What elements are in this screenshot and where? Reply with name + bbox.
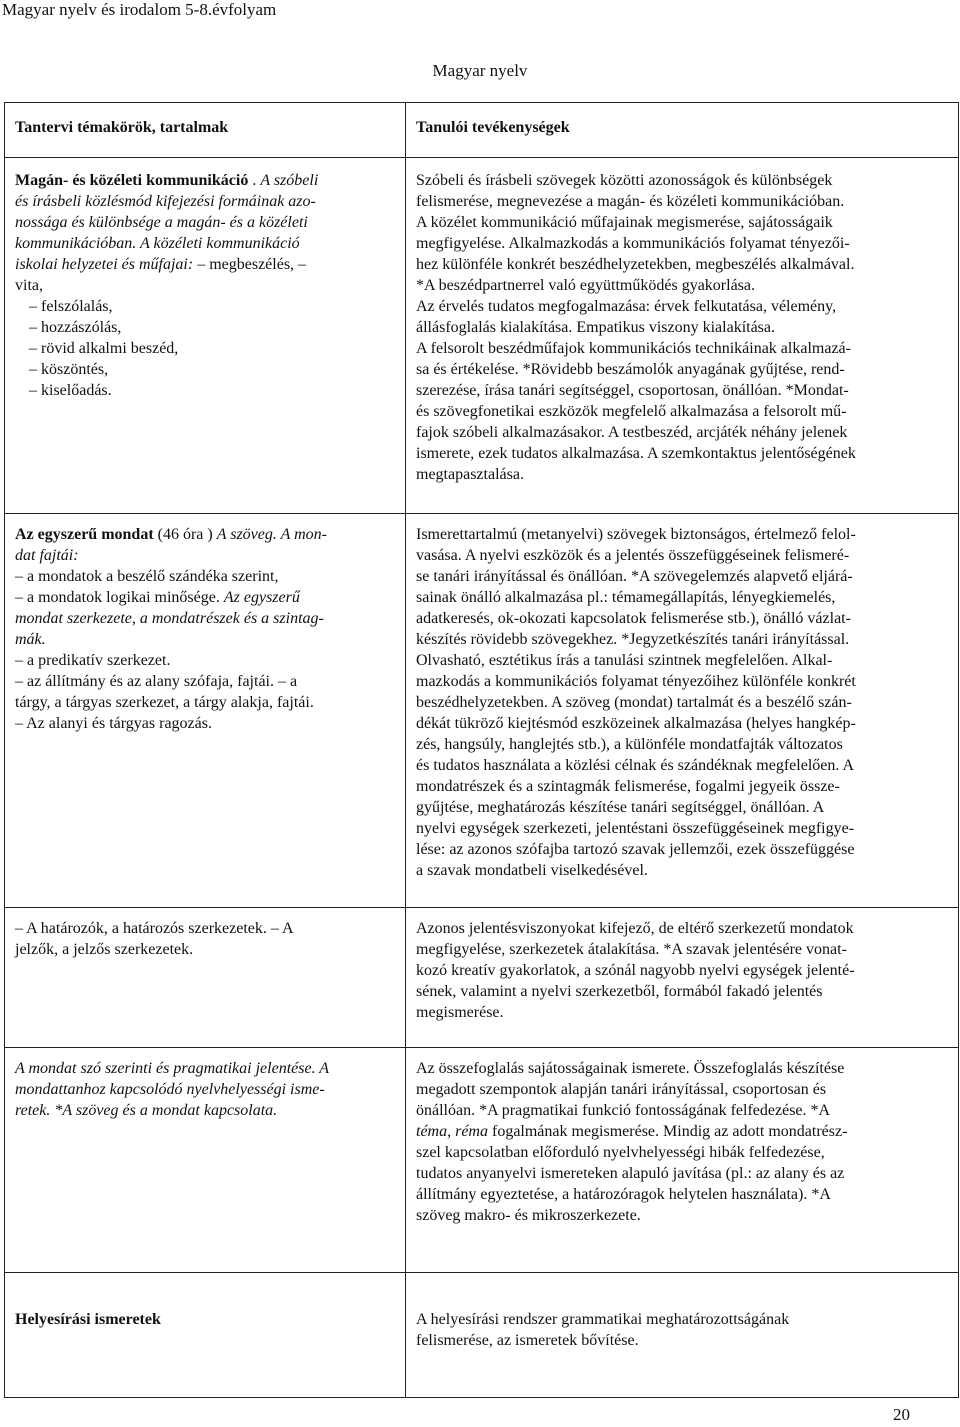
topic-text: retek. *A szöveg és a mondat kapcsolata. bbox=[15, 1102, 278, 1119]
activity-line: mondatrészek és a szintagmák felismerése, fogalmi jegyeik össze- bbox=[416, 778, 840, 795]
topic-line bbox=[15, 359, 393, 380]
topic-line bbox=[15, 1079, 393, 1100]
activity-line: gyűjtése, meghatározás készítése tanári segítséggel, önállóan. A bbox=[416, 799, 825, 816]
activity-line: A felsorolt beszédműfajok kommunikációs technikáinak alkalmazá- bbox=[416, 340, 851, 357]
topic-line bbox=[15, 338, 393, 359]
topic-text: Az egyszerű bbox=[223, 589, 300, 606]
topic-text: nossága és különbsége a magán- és a közéleti bbox=[15, 214, 308, 231]
header-row bbox=[5, 103, 959, 158]
topic-line bbox=[15, 317, 393, 338]
topic-cell bbox=[5, 908, 406, 1048]
activity-line: megfigyelése, szerkezetek átalakítása. *A szavak jelentésére vonat- bbox=[416, 941, 847, 958]
topic-text: Helyesírási ismeretek bbox=[15, 1311, 161, 1328]
topic-text: iskolai helyzetei és műfajai: bbox=[15, 256, 194, 273]
activity-line: zés, hangsúly, hanglejtés stb.), a különféle mondatfajták változatos bbox=[416, 736, 843, 753]
activity-line: állítmány egyeztetése, a határozóragok helytelen használata). *A bbox=[416, 1186, 831, 1203]
topic-line bbox=[15, 650, 393, 671]
activity-line: lése: az azonos szófajba tartozó szavak jellemzői, ezek összefüggése bbox=[416, 841, 855, 858]
topic-line bbox=[15, 524, 393, 545]
activity-cell bbox=[406, 158, 959, 514]
topic-line bbox=[15, 170, 393, 191]
activity-line: megfigyelése. Alkalmazkodás a kommunikációs folyamat tényezői- bbox=[416, 235, 850, 252]
activity-line: sa és értékelése. *Rövidebb beszámolók anyagának gyűjtése, rend- bbox=[416, 361, 845, 378]
topic-line bbox=[15, 275, 393, 296]
topic-text: dat fajtái: bbox=[15, 547, 79, 564]
activity-line: felismerése, az ismeretek bővítése. bbox=[416, 1332, 639, 1349]
activity-line: Az összefoglalás sajátosságainak ismerete. Összefoglalás készítése bbox=[416, 1060, 845, 1077]
topic-line bbox=[15, 629, 393, 650]
activity-line: állásfoglalás kialakítása. Empatikus viszony kialakítása. bbox=[416, 319, 776, 336]
activity-line: *A beszédpartnerrel való együttműködés gyakorlása. bbox=[416, 277, 755, 294]
topic-line bbox=[15, 692, 393, 713]
topic-text: Az egyszerű mondat bbox=[15, 526, 154, 543]
activity-line: beszédhelyzetekben. A szöveg (mondat) tartalmát és a beszélő szán- bbox=[416, 694, 852, 711]
table-row bbox=[5, 1273, 959, 1398]
topic-text: – megbeszélés, – bbox=[193, 256, 307, 273]
activity-line: megadott szempontok alapján tanári irányítással, csoportosan és bbox=[416, 1081, 827, 1098]
topic-text: – kiselőadás. bbox=[29, 382, 112, 399]
activity-line: sének, valamint a nyelvi szerkezetből, formából fakadó jelentés bbox=[416, 983, 823, 1000]
activity-line: Azonos jelentésviszonyokat kifejező, de eltérő szerkezetű mondatok bbox=[416, 920, 854, 937]
activity-line: téma, réma fogalmának megismerése. Mindig az adott mondatrész- bbox=[416, 1123, 848, 1140]
topic-line bbox=[15, 212, 393, 233]
topic-text: (46 óra ) bbox=[153, 526, 217, 543]
activity-line: vasása. A nyelvi eszközök és a jelentés összefüggéseinek felismeré- bbox=[416, 547, 850, 564]
topic-line bbox=[15, 566, 393, 587]
table-row bbox=[5, 908, 959, 1048]
activity-line: szerezése, írása tanári segítséggel, csoportosan, önállóan. *Mondat- bbox=[416, 382, 849, 399]
header-right: Tanulói tevékenységek bbox=[406, 103, 959, 158]
topic-line bbox=[15, 939, 393, 960]
activity-line: megtapasztalása. bbox=[416, 466, 524, 483]
topic-line bbox=[15, 1309, 393, 1330]
activity-line: Szóbeli és írásbeli szövegek közötti azonosságok és különbségek bbox=[416, 172, 833, 189]
activity-line: készítés rövidebb szövegekhez. *Jegyzetkészítés tanári irányítással. bbox=[416, 631, 850, 648]
activity-line: kozó kreatív gyakorlatok, a szónál nagyobb nyelvi egységek jelenté- bbox=[416, 962, 855, 979]
section-title: Magyar nyelv bbox=[432, 61, 528, 80]
activity-line: szöveg makro- és mikroszerkezete. bbox=[416, 1207, 641, 1224]
page-number: 20 bbox=[893, 1405, 910, 1424]
table-row bbox=[5, 158, 959, 514]
activity-line: mazkodás a kommunikációs folyamat tényezőihez különféle konkrét bbox=[416, 673, 856, 690]
topic-text: A szóbeli bbox=[260, 172, 319, 189]
topic-text: mondattanhoz kapcsolódó nyelvhelyességi isme- bbox=[15, 1081, 325, 1098]
topic-text: – felszólalás, bbox=[29, 298, 113, 315]
topic-line bbox=[15, 918, 393, 939]
activity-line: Ismerettartalmú (metanyelvi) szövegek biztonságos, értelmező felol- bbox=[416, 526, 856, 543]
topic-line bbox=[15, 233, 393, 254]
topic-text: – a predikatív szerkezet. bbox=[15, 652, 171, 669]
topic-text: – az állítmány és az alany szófaja, fajtái. – a bbox=[15, 673, 298, 690]
activity-cell bbox=[406, 1048, 959, 1273]
activity-line: ismerete, ezek tudatos alkalmazása. A szemkontaktus jelentőségének bbox=[416, 445, 856, 462]
activity-line: A helyesírási rendszer grammatikai meghatározottságának bbox=[416, 1311, 790, 1328]
activity-line: önállóan. *A pragmatikai funkció fontosságának felfedezése. *A bbox=[416, 1102, 831, 1119]
curriculum-table bbox=[4, 102, 959, 1398]
activity-line: és szövegfonetikai eszközök megfelelő alkalmazása a felsorolt mű- bbox=[416, 403, 847, 420]
topic-line bbox=[15, 1058, 393, 1079]
topic-line bbox=[15, 545, 393, 566]
topic-cell bbox=[5, 1048, 406, 1273]
topic-text: mondat szerkezete, a mondatrészek és a szintag- bbox=[15, 610, 324, 627]
activity-line: felismerése, megnevezése a magán- és közéleti kommunikációban. bbox=[416, 193, 845, 210]
topic-text: vita, bbox=[15, 277, 43, 294]
topic-text: – hozzászólás, bbox=[29, 319, 122, 336]
activity-line: hez különféle konkrét beszédhelyzetekben, megbeszélés alkalmával. bbox=[416, 256, 855, 273]
activity-line: Olvasható, esztétikus írás a tanulási szintnek megfelelően. Alkal- bbox=[416, 652, 833, 669]
topic-line bbox=[15, 191, 393, 212]
topic-text: A mondat szó szerinti és pragmatikai jelentése. A bbox=[15, 1060, 330, 1077]
activity-line: megismerése. bbox=[416, 1004, 504, 1021]
activity-cell bbox=[406, 514, 959, 908]
topic-text: . bbox=[248, 172, 261, 189]
activity-line: Az érvelés tudatos megfogalmazása: érvek felkutatása, vélemény, bbox=[416, 298, 837, 315]
activity-line: adatkeresés, ok-okozati kapcsolatok felismerése stb.), önálló vázlat- bbox=[416, 610, 851, 627]
table-row bbox=[5, 1048, 959, 1273]
topic-text: – a mondatok a beszélő szándéka szerint, bbox=[15, 568, 279, 585]
topic-line bbox=[15, 380, 393, 401]
topic-line bbox=[15, 608, 393, 629]
header-left: Tantervi témakörök, tartalmak bbox=[5, 103, 406, 158]
activity-line: a szavak mondatbeli viselkedésével. bbox=[416, 862, 648, 879]
document-title: Magyar nyelv és irodalom 5-8.évfolyam bbox=[2, 0, 277, 19]
topic-cell bbox=[5, 1273, 406, 1398]
topic-line bbox=[15, 1100, 393, 1121]
topic-text: tárgy, a tárgyas szerkezet, a tárgy alakja, fajtái. bbox=[15, 694, 314, 711]
topic-line bbox=[15, 296, 393, 317]
topic-text: Magán- és közéleti kommunikáció bbox=[15, 172, 249, 189]
topic-text: – a mondatok logikai minősége. bbox=[15, 589, 224, 606]
activity-line: tudatos anyanyelvi ismereteken alapuló javítása (pl.: az alany és az bbox=[416, 1165, 845, 1182]
topic-cell bbox=[5, 158, 406, 514]
topic-text: – Az alanyi és tárgyas ragozás. bbox=[15, 715, 212, 732]
topic-line bbox=[15, 713, 393, 734]
activity-line: és tudatos használata a közlési célnak és szándéknak megfelelően. A bbox=[416, 757, 855, 774]
activity-italic: téma, réma bbox=[416, 1123, 488, 1140]
activity-cell bbox=[406, 1273, 959, 1398]
activity-line: se tanári irányítással és önállóan. *A szövegelemzés alapvető eljárá- bbox=[416, 568, 853, 585]
topic-text: mák. bbox=[15, 631, 46, 648]
topic-text: kommunikációban. A közéleti kommunikáció bbox=[15, 235, 300, 252]
activity-line: dékát tükröző kiejtésmód eszközeinek alkalmazása (helyes hangkép- bbox=[416, 715, 856, 732]
activity-cell bbox=[406, 908, 959, 1048]
topic-text: – A határozók, a határozós szerkezetek. – A bbox=[15, 920, 294, 937]
topic-text: jelzők, a jelzős szerkezetek. bbox=[15, 941, 194, 958]
activity-line: fajok szóbeli alkalmazásakor. A testbeszéd, arcjáték néhány jelenek bbox=[416, 424, 848, 441]
activity-line: nyelvi egységek szerkezeti, jelentéstani összefüggéseinek megfigye- bbox=[416, 820, 855, 837]
activity-line: szel kapcsolatban előforduló nyelvhelyességi hibák felfedezése, bbox=[416, 1144, 825, 1161]
topic-line bbox=[15, 254, 393, 275]
activity-line: A közélet kommunikáció műfajainak megismerése, sajátosságaik bbox=[416, 214, 833, 231]
table-row bbox=[5, 514, 959, 908]
topic-line bbox=[15, 671, 393, 692]
activity-line: sainak önálló alkalmazása pl.: témamegállapítás, lényegkiemelés, bbox=[416, 589, 836, 606]
topic-text: A szöveg. A mon- bbox=[216, 526, 327, 543]
topic-text: és írásbeli közlésmód kifejezési formáinak azo- bbox=[15, 193, 316, 210]
topic-text: – köszöntés, bbox=[29, 361, 109, 378]
topic-text: – rövid alkalmi beszéd, bbox=[29, 340, 179, 357]
topic-cell bbox=[5, 514, 406, 908]
topic-line bbox=[15, 587, 393, 608]
